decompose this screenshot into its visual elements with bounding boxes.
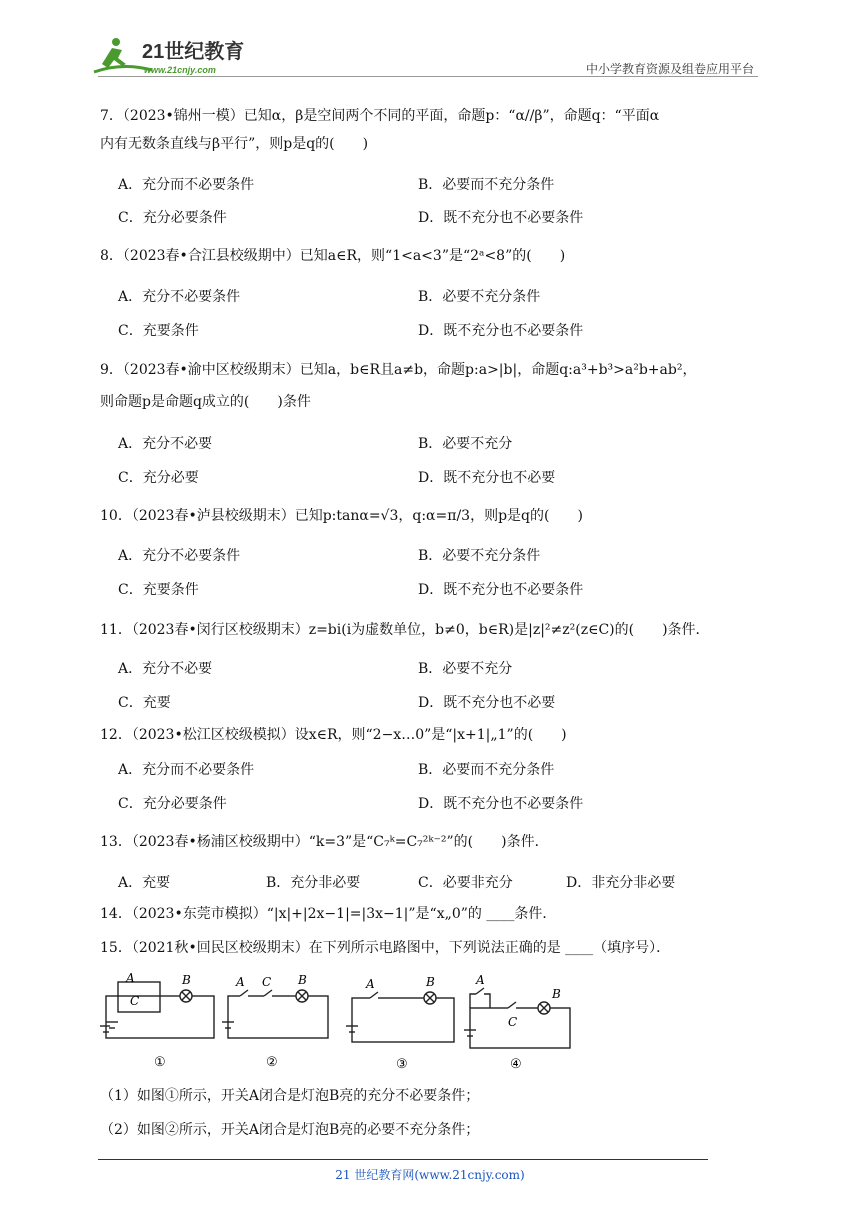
q12-option-a[interactable]: A．充分而不必要条件 [118,762,255,778]
q7-option-b[interactable]: B．必要而不充分条件 [418,177,555,193]
svg-text:A: A [236,975,245,989]
question-13-line1: 13．（2023春•杨浦区校级期中）“k=3”是“C₇ᵏ=C₇²ᵏ⁻²”的( )条件． [100,834,549,850]
q9-option-d[interactable]: D．既不充分也不必要 [418,470,556,486]
q13-option-d[interactable]: D．非充分非必要 [566,875,676,891]
q8-option-b[interactable]: B．必要不充分条件 [418,289,541,305]
q8-option-a[interactable]: A．充分不必要条件 [118,289,241,305]
q12-option-d[interactable]: D．既不充分也不必要条件 [418,796,584,812]
q7-option-d[interactable]: D．既不充分也不必要条件 [418,210,584,226]
q7-option-a[interactable]: A．充分而不必要条件 [118,177,255,193]
q11-option-b[interactable]: B．必要不充分 [418,661,513,677]
q9-option-a[interactable]: A．充分不必要 [118,436,213,452]
svg-text:C: C [262,975,272,989]
question-13 [100,830,765,854]
question-12 [100,723,765,747]
circuit-figure-4 [464,972,574,1072]
q7-option-c[interactable]: C．充分必要条件 [118,210,227,226]
page-header [0,0,860,80]
question-11 [100,618,765,642]
q9-option-c[interactable]: C．充分必要 [118,470,199,486]
svg-text:B: B [552,987,561,1001]
logo-url: www.21cnjy.com [144,65,216,75]
figure-label-4: ④ [510,1057,522,1072]
q10-option-d[interactable]: D．既不充分也不必要条件 [418,582,584,598]
question-11-line1: 11．（2023春•闵行区校级期末）z=bi(i为虚数单位，b≠0，b∈R)是|z|²≠z²(z∈C)的( )条件． [100,622,710,638]
q10-option-a[interactable]: A．充分不必要条件 [118,548,241,564]
question-7-line2: 内有无数条直线与β平行”，则p是q的( ) [100,136,369,152]
q11-option-a[interactable]: A．充分不必要 [118,661,213,677]
figure-label-2: ② [266,1055,278,1070]
question-10-line1: 10．（2023春•泸县校级期末）已知p:tanα=√3，q:α=π/3，则p是q的( ) [100,508,583,524]
question-8 [100,244,765,268]
q12-option-c[interactable]: C．充分必要条件 [118,796,227,812]
logo-text: 21世纪教育 [142,41,245,63]
svg-text:A: A [476,973,485,987]
q15-statement-2: （2）如图②所示，开关A闭合是灯泡B亮的必要不充分条件； [100,1122,480,1138]
q8-option-c[interactable]: C．充要条件 [118,323,199,339]
footer-source[interactable]: 21 世纪教育网(www.21cnjy.com) [335,1168,525,1182]
question-12-line1: 12．（2023•松江区校级模拟）设x∈R，则“2−x…0”是“|x+1|„1”的( ) [100,727,567,743]
svg-text:C: C [508,1015,518,1029]
svg-text:B: B [182,973,191,987]
svg-text:C: C [130,994,140,1008]
q12-option-b[interactable]: B．必要而不充分条件 [418,762,555,778]
q15-statement-1: （1）如图①所示，开关A闭合是灯泡B亮的充分不必要条件； [100,1088,480,1104]
footer-divider [98,1159,708,1160]
question-7-line1: 7．（2023•锦州一模）已知α，β是空间两个不同的平面，命题p：“α//β”，命题q：“平面α [100,108,660,124]
question-9-line1: 9．（2023春•渝中区校级期末）已知a，b∈R且a≠b，命题p:a>|b|，命题q:a³+b³>a²b+ab²， [100,362,697,378]
question-9-line2: 则命题p是命题q成立的( )条件 [100,394,311,410]
svg-text:B: B [426,975,435,989]
svg-text:A: A [126,972,135,985]
question-9 [100,358,765,414]
circuit-figure-2 [222,972,332,1070]
platform-name: 中小学教育资源及组卷应用平台 [585,62,754,76]
circuit-figure-3 [346,972,460,1072]
question-14-line1: 14．（2023•东莞市模拟）“|x|+|2x−1|=|3x−1|”是“x„0”的 ____条件． [100,906,557,922]
figure-label-3: ③ [396,1057,408,1072]
q11-option-d[interactable]: D．既不充分也不必要 [418,695,556,711]
question-14 [100,902,765,926]
q13-option-b[interactable]: B．充分非必要 [266,875,361,891]
circuit-figure-1 [100,972,220,1070]
q8-option-d[interactable]: D．既不充分也不必要条件 [418,323,584,339]
q10-option-c[interactable]: C．充要条件 [118,582,199,598]
q11-option-c[interactable]: C．充要 [118,695,171,711]
figure-label-1: ① [154,1055,166,1070]
q13-option-a[interactable]: A．充要 [118,875,171,891]
question-15-line1: 15．（2021秋•回民区校级期末）在下列所示电路图中，下列说法正确的是 ____（填序号）． [100,940,671,956]
q9-option-b[interactable]: B．必要不充分 [418,436,513,452]
svg-text:A: A [366,977,375,991]
header-divider [98,76,758,77]
question-10 [100,504,765,528]
question-15 [100,936,765,960]
question-7 [100,104,765,156]
question-8-line1: 8．（2023春•合江县校级期中）已知a∈R，则“1<a<3”是“2ᵃ<8”的( ) [100,248,566,264]
site-logo [92,34,262,78]
q10-option-b[interactable]: B．必要不充分条件 [418,548,541,564]
svg-text:B: B [298,973,307,987]
q13-option-c[interactable]: C．必要非充分 [418,875,513,891]
